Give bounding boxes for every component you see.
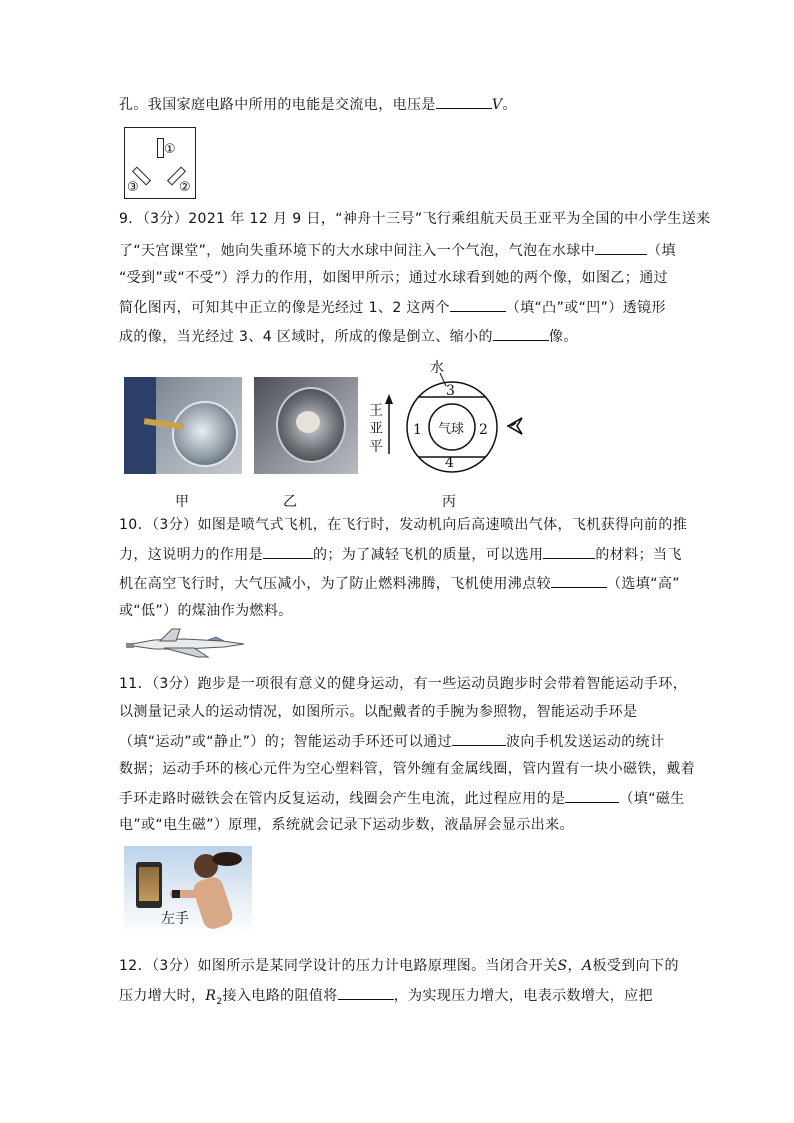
q9-line5: 成的像，当光经过 3、4 区域时，所成的像是倒立、缩小的 像。 <box>119 326 578 347</box>
q11-line1: 11．（3分）跑步是一项很有意义的健身运动，有一些运动员跑步时会带着智能运动手环， <box>119 676 688 692</box>
q11-line6: 电”或“电生磁”）原理，系统就会记录下运动步数，液晶屏会显示出来。 <box>119 817 574 833</box>
q11-line4: 数据；运动手环的核心元件为空心塑料管，管外缠有金属线圈，管内置有一块小磁铁，戴着 <box>119 761 695 777</box>
blank <box>436 94 492 109</box>
socket-label-3: ③ <box>127 180 139 195</box>
diagram-region-1: 1 <box>413 422 422 438</box>
q9-line2: 了“天宫课堂”，她向失重环境下的大水球中间注入一个气泡，气泡在水球中 （填 <box>119 240 676 261</box>
q9-line1: 9．（3分）2021 年 12 月 9 日，“神舟十三号”飞行乘组航天员王亚平为全国的中小学生送来 <box>119 211 711 227</box>
diagram-region-2: 2 <box>479 422 488 438</box>
blank <box>263 544 313 559</box>
blank <box>338 985 394 1000</box>
q10-line1: 10．（3分）如图是喷气式飞机，在飞行时，发动机向后高速喷出气体，飞机获得向前的推 <box>119 517 688 533</box>
blank <box>565 788 619 803</box>
photo-yi <box>254 377 358 474</box>
q10-line2: 力，这说明力的作用是 的；为了减轻飞机的质量，可以选用 的材料；当飞 <box>119 544 682 565</box>
left-hand-label: 左手 <box>161 911 189 927</box>
q12-line1: 12．（3分）如图所示是某同学设计的压力计电路原理图。当闭合开关S，A板受到向下的 <box>119 958 679 974</box>
diagram-bubble-label: 气球 <box>438 422 465 437</box>
socket-label-2: ② <box>179 180 191 195</box>
q10-line4: 或“低”）的煤油作为燃料。 <box>119 603 293 619</box>
runner-photo <box>124 846 252 934</box>
arrow-head <box>385 394 393 404</box>
socket-hole-1 <box>157 138 164 158</box>
caption-yi: 乙 <box>283 494 297 510</box>
diagram-region-4: 4 <box>445 455 454 471</box>
socket-figure <box>124 127 196 199</box>
q11-line2: 以测量记录人的运动情况，如图所示。以配戴者的手腕为参照物，智能运动手环是 <box>119 704 638 720</box>
q10-line3: 机在高空飞行时，大气压减小，为了防止燃料沸腾，飞机使用沸点较 （选填“高” <box>119 573 680 594</box>
eye-icon <box>508 418 522 434</box>
q11-line3: （填“运动”或“静止”）的；智能运动手环还可以通过 波向手机发送运动的统计 <box>119 731 664 752</box>
water-ball <box>172 401 238 467</box>
q9-line3: “受到”或“不受”）浮力的作用，如图甲所示；通过水球看到她的两个像，如图乙；通过 <box>119 270 669 286</box>
diagram-water-label: 水 <box>430 360 444 376</box>
socket-label-1: ① <box>164 142 176 157</box>
blank <box>595 240 647 255</box>
phone-image <box>136 862 162 908</box>
q12-line2: 压力增大时，$R_2$接入电路的阻值将 ，为实现压力增大，电表示数增大，应把 <box>119 985 653 1012</box>
blank <box>493 326 549 341</box>
diagram-region-3: 3 <box>446 383 455 399</box>
diagram-person-label: 王亚平 <box>369 403 383 455</box>
q8-text: 孔。我国家庭电路中所用的电能是交流电，电压是 V。 <box>119 94 517 115</box>
blank <box>551 573 607 588</box>
jet-plane-image <box>124 627 246 661</box>
blank <box>543 544 595 559</box>
q11-line5: 手环走路时磁铁会在管内反复运动，线圈会产生电流，此过程应用的是 （填“磁生 <box>119 788 685 809</box>
caption-bing: 丙 <box>442 494 456 510</box>
blank <box>452 731 506 746</box>
q9-line4: 简化图丙，可知其中正立的像是光经过 1、2 这两个 （填“凸”或“凹”）透镜形 <box>119 297 666 318</box>
caption-jia: 甲 <box>175 494 189 510</box>
blank <box>450 297 506 312</box>
photo-jia <box>124 377 242 474</box>
